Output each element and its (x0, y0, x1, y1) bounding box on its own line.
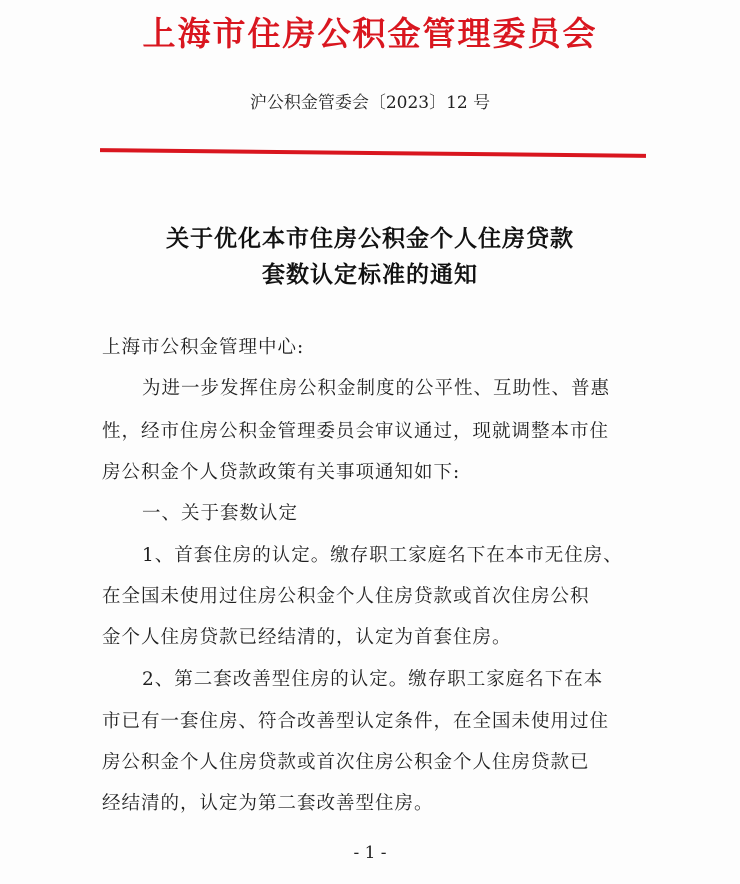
notice-title-line-2: 套数认定标准的通知 (262, 261, 478, 288)
paragraph-line: 性，经市住房公积金管理委员会审议通过，现就调整本市住 (102, 421, 610, 442)
paragraph-line: 市已有一套住房、符合改善型认定条件，在全国未使用过住 (102, 711, 610, 732)
paragraph-line: 在全国未使用过住房公积金个人住房贷款或首次住房公积 (102, 586, 590, 607)
notice-title-line-1: 关于优化本市住房公积金个人住房贷款 (166, 225, 574, 252)
salutation: 上海市公积金管理中心: (102, 337, 305, 358)
issuer-header: 上海市住房公积金管理委员会 (142, 14, 598, 53)
paragraph-line: 1、首套住房的认定。缴存职工家庭名下在本市无住房、 (142, 545, 623, 566)
page-number: - 1 - (353, 843, 387, 863)
paragraph-line: 房公积金个人住房贷款或首次住房公积金个人住房贷款已 (102, 752, 590, 773)
document-number: 沪公积金管委会〔2023〕12 号 (249, 93, 491, 113)
paragraph-line: 经结清的，认定为第二套改善型住房。 (102, 793, 434, 814)
section-heading: 一、关于套数认定 (142, 503, 299, 524)
paragraph-line: 金个人住房贷款已经结清的，认定为首套住房。 (102, 627, 512, 648)
paragraph-line: 为进一步发挥住房公积金制度的公平性、互助性、普惠 (142, 378, 611, 399)
paragraph-line: 2、第二套改善型住房的认定。缴存职工家庭名下在本 (142, 669, 604, 690)
paragraph-line: 房公积金个人贷款政策有关事项通知如下: (102, 462, 461, 483)
red-divider (100, 148, 646, 158)
